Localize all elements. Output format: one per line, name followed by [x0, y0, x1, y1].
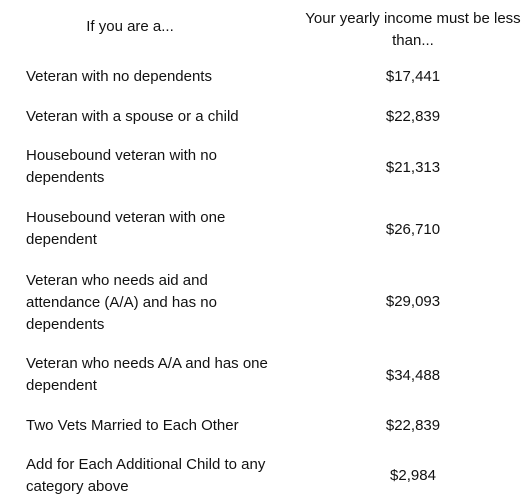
- table-row: [0, 270, 530, 336]
- row-value: $34,488: [385, 367, 441, 384]
- row-value: $29,093: [385, 293, 441, 310]
- row-value: $26,710: [385, 221, 441, 238]
- table-row: [0, 454, 530, 500]
- row-value: $22,839: [385, 417, 441, 434]
- row-label: Veteran with no dependents: [26, 68, 212, 85]
- table-row: [0, 207, 530, 253]
- table-row: [0, 353, 530, 399]
- table-row: [0, 66, 530, 90]
- row-label: Veteran who needs A/A and has one dependent: [26, 355, 268, 394]
- header-category: If you are a...: [86, 18, 174, 35]
- table-row: [0, 106, 530, 130]
- table-row: [0, 145, 530, 191]
- header-income-limit: Your yearly income must be less than...: [305, 10, 521, 49]
- row-value: $2,984: [390, 467, 436, 484]
- row-value: $21,313: [385, 159, 441, 176]
- row-label: Veteran with a spouse or a child: [26, 108, 239, 125]
- row-label: Two Vets Married to Each Other: [26, 417, 239, 434]
- row-label: Add for Each Additional Child to any category above: [26, 456, 266, 495]
- table-row: [0, 415, 530, 439]
- row-label: Housebound veteran with no dependents: [26, 147, 217, 186]
- row-label: Housebound veteran with one dependent: [26, 209, 226, 248]
- row-value: $22,839: [385, 108, 441, 125]
- row-value: $17,441: [385, 68, 441, 85]
- row-label: Veteran who needs aid and attendance (A/A) and has no dependents: [26, 272, 217, 333]
- table-header: [0, 0, 530, 54]
